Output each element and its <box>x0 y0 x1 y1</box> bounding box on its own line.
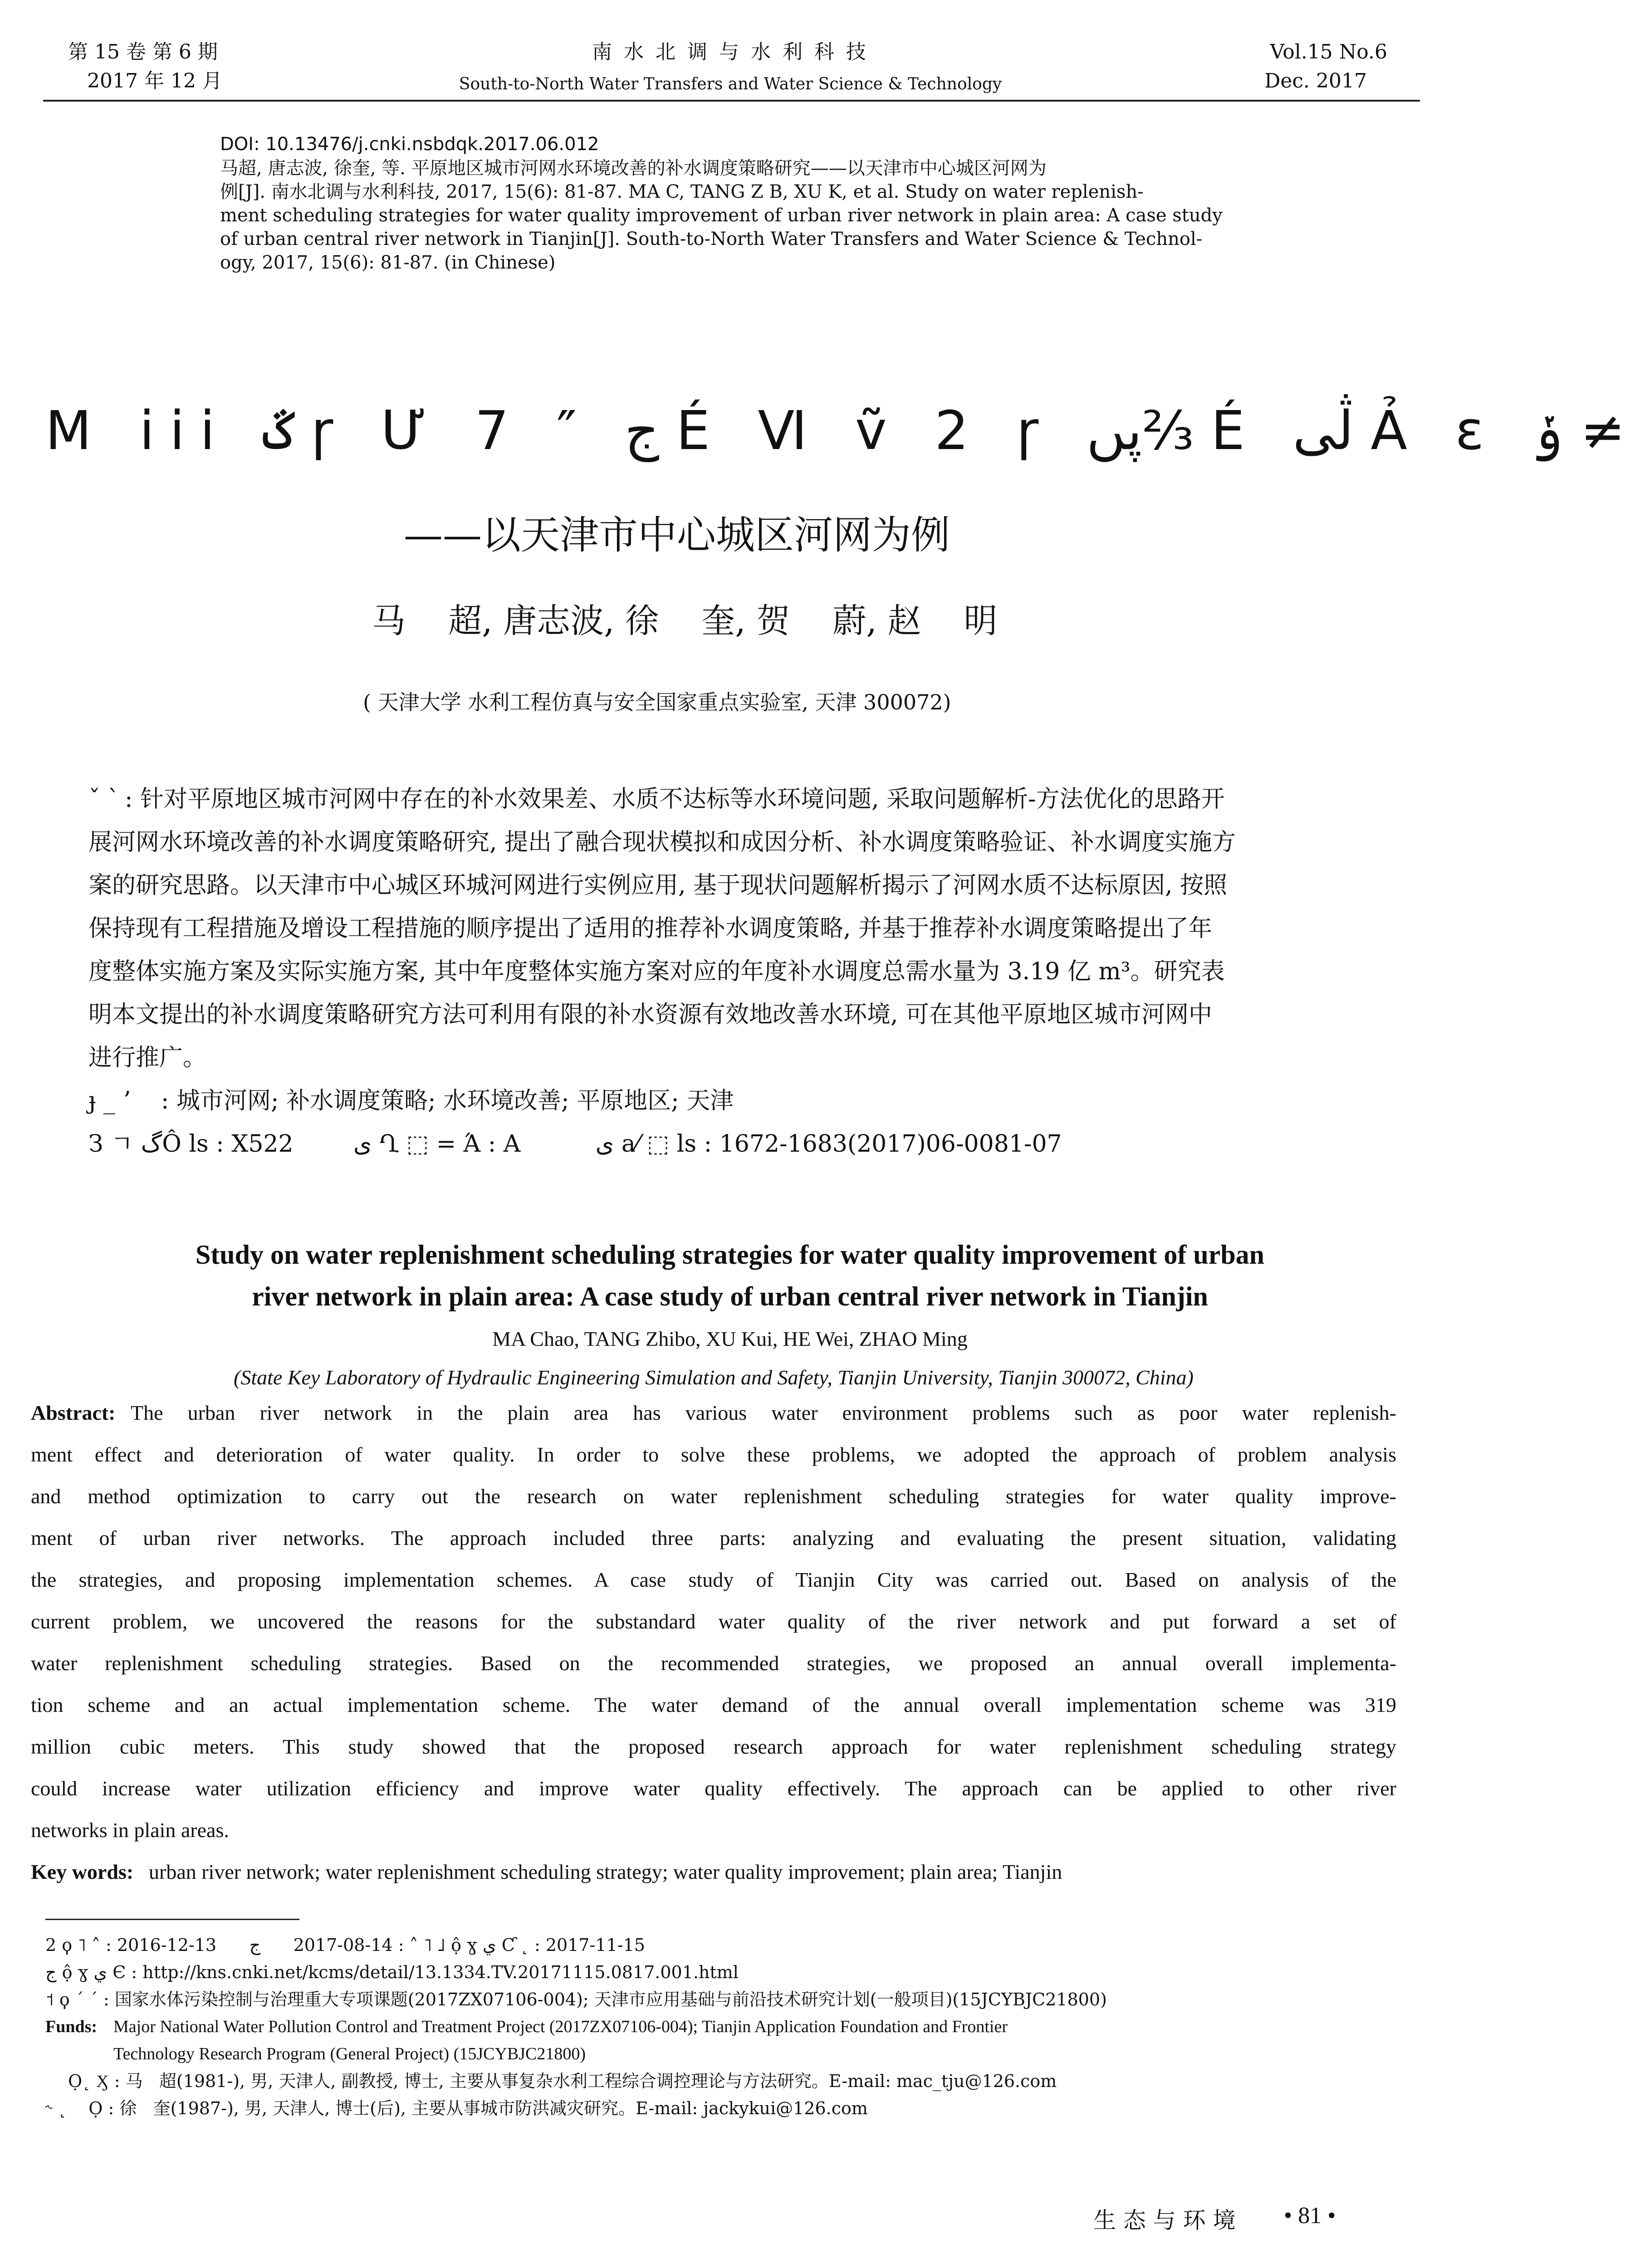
abstract-en-line: ment of urban river networks. The approach included three parts: analyzing and evaluating the present situation, validating <box>31 1526 1396 1549</box>
abstract-en-line: water replenishment scheduling strategies. Based on the recommended strategies, we proposed an annual overall implementa- <box>31 1652 1396 1675</box>
journal-title-zh: 南 水 北 调 与 水 利 科 技 <box>592 40 869 64</box>
keywords-zh: : 城市河网; 补水调度策略; 水环境改善; 平原地区; 天津 <box>161 1087 734 1114</box>
footnote-rule <box>45 1919 299 1920</box>
page-number: • 81 • <box>1284 2203 1336 2229</box>
abstract-label-en: Abstract: <box>31 1401 116 1424</box>
corresponding-author: ˞ ˛ Ọ : 徐 奎(1987-), 男, 天津人, 博士(后), 主要从事城市防洪减灾研究。E-mail: jackykui@126.com <box>45 2098 868 2118</box>
funds-en: Major National Water Pollution Control and Treatment Project (2017ZX07106-004); Tianjin Application Foundation and Frontier <box>113 2017 1008 2036</box>
affiliation-en: (State Key Laboratory of Hydraulic Engineering Simulation and Safety, Tianjin University, Tianjin 300072, China) <box>234 1366 1194 1389</box>
affiliation-zh: ( 天津大学 水利工程仿真与安全国家重点实验室, 天津 300072) <box>363 690 951 714</box>
section-name: 生 态 与 环 境 <box>1093 2207 1236 2234</box>
authors-zh: 马 超, 唐志波, 徐 奎, 贺 蔚, 赵 明 <box>372 601 998 640</box>
citation-line: 例[J]. 南水北调与水利科技, 2017, 15(6): 81-87. MA C, TANG Z B, XU K, et al. Study on water replenish- <box>220 181 1144 202</box>
keywords-label-en: Key words: <box>31 1860 134 1883</box>
abstract-en-line: million cubic meters. This study showed that the proposed research approach for water replenishment scheduling strategy <box>31 1735 1396 1758</box>
classification-line: З ㄱ گÔ ls : X522 ى Ղ ⬚ = Ά : A ى a⁄ ⬚ ls : 1672-1683(2017)06-0081-07 <box>88 1130 1062 1158</box>
issue-date: 2017 年 12 月 <box>87 69 222 93</box>
abstract-zh-line: 明本文提出的补水调度策略研究方法可利用有限的补水资源有效地改善水环境, 可在其他平原地区城市河网中 <box>88 1001 1213 1028</box>
volume-number-en: Vol.15 No.6 <box>1270 40 1387 64</box>
abstract-en-line: could increase water utilization efficiency and improve water quality effectively. The approach can be applied to other river <box>31 1777 1396 1800</box>
abstract-zh-line: 展河网水环境改善的补水调度策略研究, 提出了融合现状模拟和成因分析、补水调度策略验证、补水调度实施方 <box>88 829 1236 856</box>
volume-issue: 第 15 卷 第 6 期 <box>68 40 218 64</box>
citation-line: 马超, 唐志波, 徐奎, 等. 平原地区城市河网水环境改善的补水调度策略研究——以天津市中心城区河网为 <box>220 158 1047 179</box>
issue-date-en: Dec. 2017 <box>1264 69 1367 93</box>
online-url: ج ộ ɣ ي Є : http://kns.cnki.net/kcms/detail/13.1334.TV.20171115.0817.001.html <box>45 1962 739 1982</box>
funding-zh: ˦ ϙ ˊ ˊ : 国家水体污染控制与治理重大专项课题(2017ZX07106-004); 天津市应用基础与前沿技术研究计划(一般项目)(15JCYBJC21800) <box>45 1989 1107 2009</box>
abstract-en-line: networks in plain areas. <box>31 1818 229 1842</box>
doi: DOI: 10.13476/j.cnki.nsbdqk.2017.06.012 <box>220 134 599 155</box>
abstract-en-line: and method optimization to carry out the research on water replenishment scheduling strategies for water quality improve- <box>31 1485 1396 1508</box>
abstract-en-line: tion scheme and an actual implementation scheme. The water demand of the annual overall implementation scheme was 319 <box>31 1693 1396 1716</box>
citation-line: ment scheduling strategies for water quality improvement of urban river network in plain area: A case study <box>220 205 1223 226</box>
abstract-en-line: The urban river network in the plain area has various water environment problems such as poor water replenish- <box>131 1401 1396 1424</box>
paper-title-en: river network in plain area: A case study of urban central river network in Tianjin <box>252 1281 1208 1311</box>
paper-title-zh: Μ iii ػ ɼ Ư 7 ″ ج É Ⅵ ṽ 2 ɼ پں⅔ É ڷى Ả ɛ ݸ ≠ <box>45 399 1625 462</box>
authors-en: MA Chao, TANG Zhibo, XU Kui, HE Wei, ZHAO Ming <box>492 1327 968 1350</box>
abstract-en-line: the strategies, and proposing implementation schemes. A case study of Tianjin City was carried out. Based on analysis of the <box>31 1568 1396 1591</box>
abstract-zh-line: 案的研究思路。以天津市中心城区环城河网进行实例应用, 基于现状问题解析揭示了河网水质不达标原因, 按照 <box>88 872 1228 899</box>
journal-title-en: South-to-North Water Transfers and Water Science & Technology <box>459 75 1002 93</box>
header-rule <box>43 100 1420 102</box>
abstract-zh-line: : 针对平原地区城市河网中存在的补水效果差、水质不达标等水环境问题, 采取问题解析-方法优化的思路开 <box>125 786 1225 813</box>
paper-title-en: Study on water replenishment scheduling strategies for water quality improvement of urban <box>195 1240 1265 1270</box>
funds-label: Funds: <box>45 2017 98 2036</box>
abstract-zh-line: 度整体实施方案及实际实施方案, 其中年度整体实施方案对应的年度补水调度总需水量为 3.19 亿 m³。研究表 <box>88 958 1225 985</box>
citation-line: of urban central river network in Tianjin[J]. South-to-North Water Transfers and Water Science & Technol- <box>220 229 1203 249</box>
paper-subtitle-zh: ——以天津市中心城区河网为例 <box>404 513 950 558</box>
abstract-label-zh: ˇ ˋ <box>88 786 120 813</box>
abstract-en-line: current problem, we uncovered the reasons for the substandard water quality of the river network and put forward a set of <box>31 1610 1396 1633</box>
abstract-en-line: ment effect and deterioration of water quality. In order to solve these problems, we adopted the approach of problem analysis <box>31 1443 1396 1466</box>
keywords-en: urban river network; water replenishment scheduling strategy; water quality improvement; plain area; Tianjin <box>149 1860 1062 1883</box>
keywords-label-zh: ɟ _ ʼ <box>88 1087 130 1114</box>
received-dates: 2 ϙ ˥ ˄ : 2016-12-13 ࡋ ˥ ˄ : 2017-08-14 ج ộ ɣ ي Ƈ ˛ : 2017-11-15 <box>45 1935 645 1955</box>
citation-line: ogy, 2017, 15(6): 81-87. (in Chinese) <box>220 252 556 273</box>
funds-en: Technology Research Program (General Project) (15JCYBJC21800) <box>113 2044 586 2063</box>
abstract-zh-line: 进行推广。 <box>88 1044 207 1071</box>
author-bio: Ọ˛ Ӽ : 马 超(1981-), 男, 天津人, 副教授, 博士, 主要从事复杂水利工程综合调控理论与方法研究。E-mail: mac_tju@126.com <box>68 2071 1057 2091</box>
abstract-zh-line: 保持现有工程措施及增设工程措施的顺序提出了适用的推荐补水调度策略, 并基于推荐补水调度策略提出了年 <box>88 915 1213 942</box>
